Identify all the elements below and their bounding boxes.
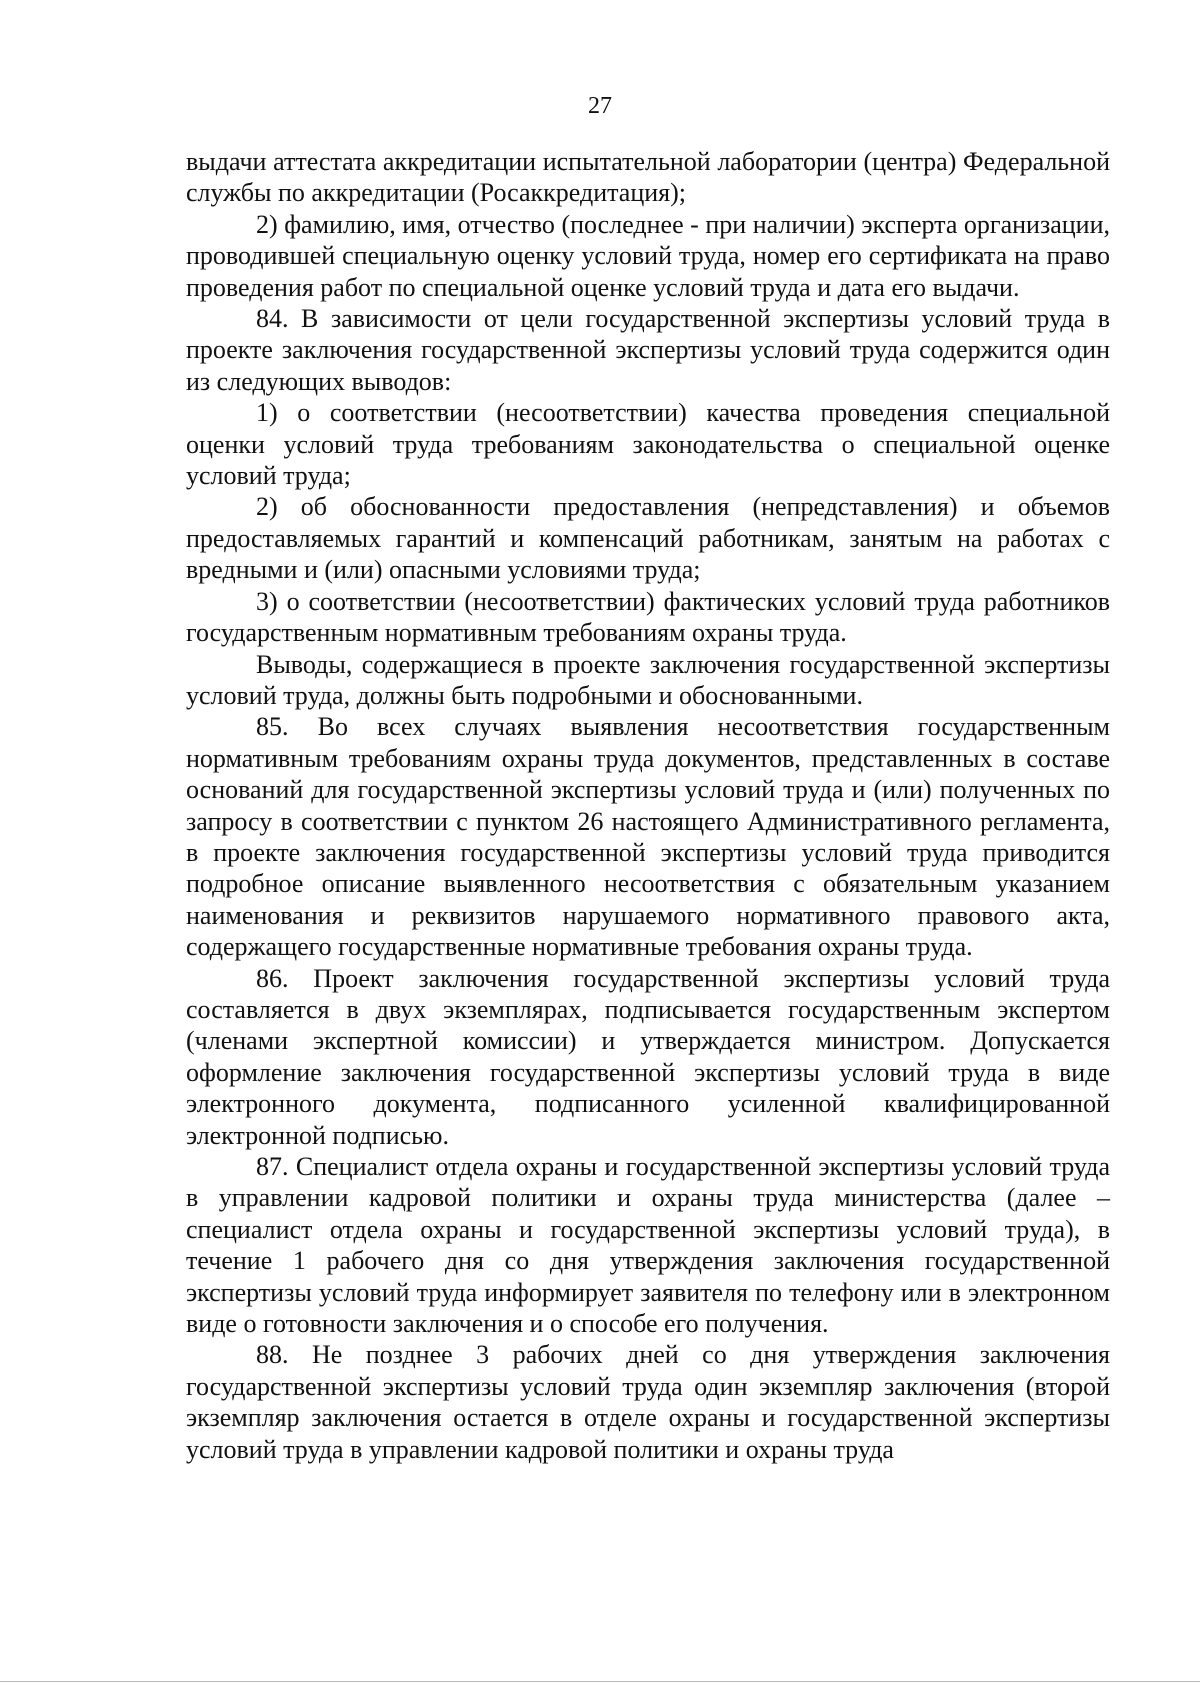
paragraph-87: 87. Специалист отдела охраны и государственной экспертизы условий труда в управлении кадровой политики и охраны труда министерства (далее – специалист отдела охраны и государственной экспертизы условий труда), в течение 1 рабочего дня со дня утверждения заключения государственной экспертизы условий труда информирует заявителя по телефону или в электронном виде о готовности заключения и о способе его получения. bbox=[186, 1152, 1110, 1339]
paragraph-84: 84. В зависимости от цели государственной экспертизы условий труда в проекте заключения государственной экспертизы условий труда содержится один из следующих выводов: bbox=[186, 304, 1110, 396]
scan-bottom-edge-line bbox=[0, 1681, 1200, 1682]
paragraph-84-item-3: 3) о соответствии (несоответствии) фактических условий труда работников государственным нормативным требованиям охраны труда. bbox=[186, 586, 1110, 648]
paragraph-84-item-2: 2) об обоснованности предоставления (непредставления) и объемов предоставляемых гарантий и компенсаций работникам, занятым на работах с вредными и (или) опасными условиями труда; bbox=[186, 492, 1110, 585]
paragraph-84-item-1: 1) о соответствии (несоответствии) качества проведения специальной оценки условий труда требованиям законодательства о специальной оценке условий труда; bbox=[186, 398, 1110, 491]
page-number: 27 bbox=[588, 93, 612, 119]
paragraph-84-conclusions: Выводы, содержащиеся в проекте заключения государственной экспертизы условий труда, должны быть подробными и обоснованными. bbox=[186, 649, 1110, 710]
document-body bbox=[186, 146, 1110, 1465]
paragraph-86: 86. Проект заключения государственной экспертизы условий труда составляется в двух экземплярах, подписывается государственным экспертом (членами экспертной комиссии) и утверждается министром. Допускается оформление заключения государственной экспертизы условий труда в виде электронного документа, подписанного усиленной квалифицированной электронной подписью. bbox=[186, 963, 1110, 1150]
paragraph-continuation: выдачи аттестата аккредитации испытательной лаборатории (центра) Федеральной службы по аккредитации (Росаккредитация); bbox=[186, 147, 1110, 208]
paragraph-item-2-expert: 2) фамилию, имя, отчество (последнее - при наличии) эксперта организации, проводившей специальную оценку условий труда, номер его сертификата на право проведения работ по специальной оценке условий труда и дата его выдачи. bbox=[186, 209, 1110, 302]
paragraph-85: 85. Во всех случаях выявления несоответствия государственным нормативным требованиям охраны труда документов, представленных в составе оснований для государственной экспертизы условий труда и (или) полученных по запросу в соответствии с пунктом 26 настоящего Административного регламента, в проекте заключения государственной экспертизы условий труда приводится подробное описание выявленного несоответствия с обязательным указанием наименования и реквизитов нарушаемого нормативного правового акта, содержащего государственные нормативные требования охраны труда. bbox=[186, 712, 1110, 962]
paragraph-88: 88. Не позднее 3 рабочих дней со дня утверждения заключения государственной экспертизы условий труда один экземпляр заключения (второй экземпляр заключения остается в отделе охраны и государственной экспертизы условий труда в управлении кадровой политики и охраны труда bbox=[186, 1340, 1110, 1464]
